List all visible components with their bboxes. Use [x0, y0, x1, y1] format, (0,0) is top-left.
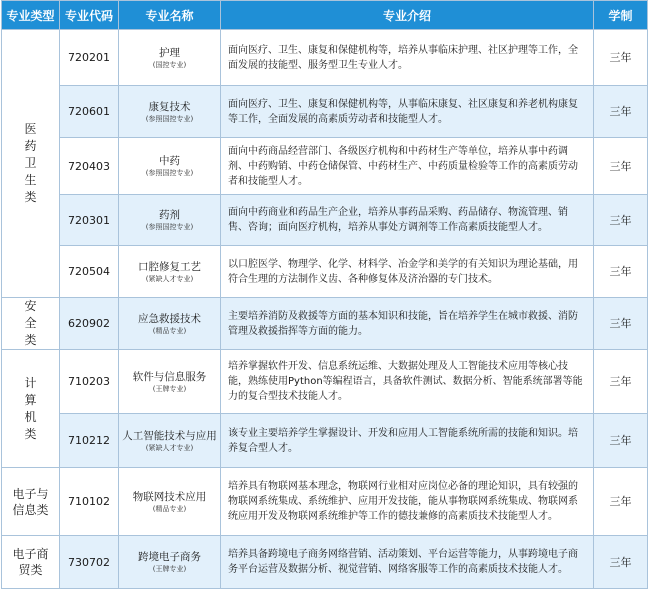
table-row: [2, 195, 648, 246]
major-years: 三年: [594, 298, 648, 350]
major-years: 三年: [594, 414, 648, 468]
major-intro: 培养掌握软件开发、信息系统运维、大数据处理及人工智能技术应用等核心技能，熟练使用Python等编程语言，具备软件测试、数据分析、智能系统部署等能力的复合型技术技能人才。: [221, 350, 594, 414]
major-years: 三年: [594, 30, 648, 86]
major-name-cell: [119, 350, 221, 414]
major-name-cell: [119, 298, 221, 350]
major-code: 720403: [60, 138, 119, 195]
category-medical: 医药卫生类: [2, 30, 60, 298]
major-name-cell: [119, 414, 221, 468]
major-code: 720504: [60, 246, 119, 298]
header-intro: 专业介绍: [221, 1, 594, 30]
major-note: (参照国控专业): [145, 114, 194, 123]
major-years: 三年: [594, 246, 648, 298]
table-row: [2, 468, 648, 536]
major-note: (王牌专业): [152, 384, 187, 393]
header-code: 专业代码: [60, 1, 119, 30]
major-name: 物联网技术应用: [132, 490, 207, 503]
major-name: 护理: [159, 46, 180, 59]
table-row: [2, 298, 648, 350]
major-years: 三年: [594, 468, 648, 536]
major-code: 720301: [60, 195, 119, 246]
major-intro: 面向中药商业和药品生产企业，培养从事药品采购、药品储存、物流管理、销售、咨询；面向医疗机构，培养从事处方调剂等工作高素质技能型人才。: [221, 195, 594, 246]
major-code: 710212: [60, 414, 119, 468]
header-row: [2, 1, 648, 30]
major-name: 中药: [159, 155, 180, 167]
table-row: [2, 30, 648, 86]
majors-table: [1, 0, 648, 589]
major-name: 人工智能技术与应用: [122, 429, 217, 442]
category-electronics: 电子与信息类: [2, 468, 60, 536]
major-intro: 以口腔医学、物理学、化学、材料学、冶金学和美学的有关知识为理论基础，用符合生理的方法制作义齿、各种修复体及济治器的专门技术。: [221, 246, 594, 298]
major-years: 三年: [594, 138, 648, 195]
major-intro: 培养具备跨境电子商务网络营销、活动策划、平台运营等能力，从事跨境电子商务平台运营及数据分析、视觉营销、网络客服等工作的高素质技术技能人才。: [221, 536, 594, 589]
major-name: 应急救援技术: [138, 312, 201, 325]
table-row: [2, 86, 648, 138]
major-name-cell: [119, 195, 221, 246]
major-code: 710102: [60, 468, 119, 536]
category-computer: 计算机类: [2, 350, 60, 468]
table-row: [2, 246, 648, 298]
major-years: 三年: [594, 86, 648, 138]
major-name: 康复技术: [148, 100, 191, 113]
category-safety: 安全类: [2, 298, 60, 350]
major-code: 720601: [60, 86, 119, 138]
major-code: 710203: [60, 350, 119, 414]
major-name: 口腔修复工艺: [138, 260, 201, 273]
major-note: (参照国控专业): [145, 223, 194, 231]
major-name: 跨境电子商务: [138, 551, 201, 563]
category-commerce: 电子商贸类: [2, 536, 60, 589]
major-name-cell: [119, 246, 221, 298]
table-row: [2, 350, 648, 414]
major-name: 软件与信息服务: [132, 370, 207, 383]
table-row: [2, 138, 648, 195]
major-years: 三年: [594, 350, 648, 414]
major-code: 620902: [60, 298, 119, 350]
table-row: [2, 414, 648, 468]
major-name: 药剂: [159, 209, 180, 221]
major-intro: 面向中药商品经营部门、各级医疗机构和中药材生产等单位，培养从事中药调剂、中药购销、中药仓储保管、中药材生产、中药质量检验等工作的高素质劳动者和技能型人才。: [221, 138, 594, 195]
major-note: (紧缺人才专业): [145, 443, 194, 452]
major-years: 三年: [594, 195, 648, 246]
major-intro: 培养具有物联网基本理念，物联网行业相对应岗位必备的理论知识，具有较强的物联网系统集成、系统维护、应用开发技能，能从事物联网系统集成、物联网系统应用开发及物联网系统维护等工作的德技兼修的高素质技术技能型人才。: [221, 468, 594, 536]
major-name-cell: [119, 138, 221, 195]
table-row: [2, 536, 648, 589]
major-note: (精品专业): [152, 326, 187, 335]
major-intro: 该专业主要培养学生掌握设计、开发和应用人工智能系统所需的技能和知识。培养复合型人才。: [221, 414, 594, 468]
major-note: (国控专业): [152, 60, 187, 69]
major-code: 730702: [60, 536, 119, 589]
header-years: 学制: [594, 1, 648, 30]
major-intro: 面向医疗、卫生、康复和保健机构等，培养从事临床护理、社区护理等工作，全面发展的技能型、服务型卫生专业人才。: [221, 30, 594, 86]
header-name: 专业名称: [119, 1, 221, 30]
major-name-cell: [119, 86, 221, 138]
major-years: 三年: [594, 536, 648, 589]
major-note: (紧缺人才专业): [145, 274, 194, 283]
header-category: 专业类型: [2, 1, 60, 30]
major-note: (精品专业): [152, 504, 187, 513]
major-name-cell: [119, 536, 221, 589]
major-note: (王牌专业): [152, 565, 187, 573]
major-intro: 主要培养消防及救援等方面的基本知识和技能，旨在培养学生在城市救援、消防管理及救援指挥等方面的能力。: [221, 298, 594, 350]
major-name-cell: [119, 468, 221, 536]
major-code: 720201: [60, 30, 119, 86]
major-note: (参照国控专业): [145, 169, 194, 177]
major-name-cell: [119, 30, 221, 86]
major-intro: 面向医疗、卫生、康复和保健机构等，从事临床康复、社区康复和养老机构康复等工作，全面发展的高素质劳动者和技能型人才。: [221, 86, 594, 138]
